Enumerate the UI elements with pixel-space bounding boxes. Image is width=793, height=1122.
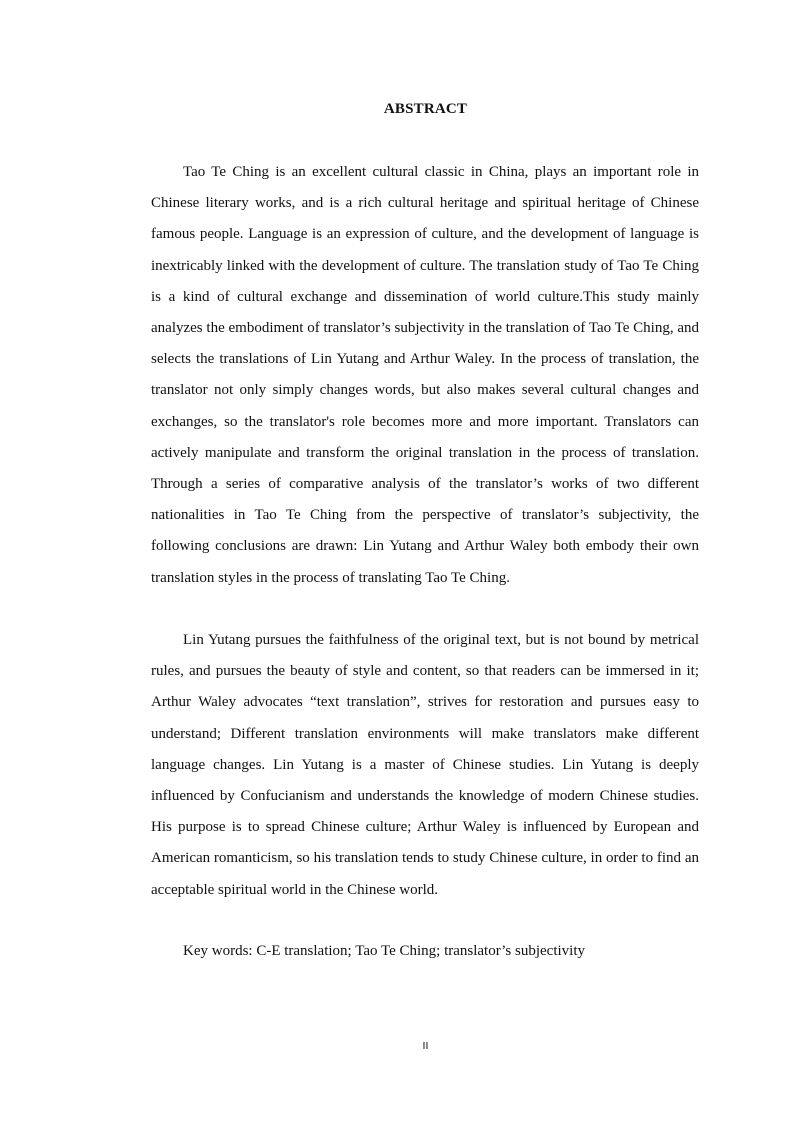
page-number: II bbox=[422, 1041, 429, 1052]
abstract-paragraph-2: Lin Yutang pursues the faithfulness of the original text, but is not bound by metrical rules, and pursues the beauty of style and content, so that readers can be immersed in it; Arthur Waley advocates “text translation”, strives for restoration and pursues easy to understand; Different translation environments will make translators make different language changes. Lin Yutang is a master of Chinese studies. Lin Yutang is deeply influenced by Confucianism and understands the knowledge of modern Chinese studies. His purpose is to spread Chinese culture; Arthur Waley is influenced by European and American romanticism, so his translation tends to study Chinese culture, in order to find an acceptable spiritual world in the Chinese world. bbox=[151, 632, 699, 898]
abstract-title: ABSTRACT bbox=[383, 101, 468, 117]
abstract-paragraph-1: Tao Te Ching is an excellent cultural classic in China, plays an important role in Chinese literary works, and is a rich cultural heritage and spiritual heritage of Chinese famous people. Language is an expression of culture, and the development of language is inextricably linked with the development of culture. The translation study of Tao Te Ching is a kind of cultural exchange and dissemination of world culture.This study mainly analyzes the embodiment of translator’s subjectivity in the translation of Tao Te Ching, and selects the translations of Lin Yutang and Arthur Waley. In the process of translation, the translator not only simply changes words, but also makes several cultural changes and exchanges, so the translator's role becomes more and more important. Translators can actively manipulate and transform the original translation in the process of translation. Through a series of comparative analysis of the translator’s works of two different nationalities in Tao Te Ching from the perspective of translator’s subjectivity, the following conclusions are drawn: Lin Yutang and Arthur Waley both embody their own translation styles in the process of translating Tao Te Ching. bbox=[151, 164, 699, 586]
keywords-line: Key words: C-E translation; Tao Te Ching; translator’s subjectivity bbox=[183, 943, 586, 959]
